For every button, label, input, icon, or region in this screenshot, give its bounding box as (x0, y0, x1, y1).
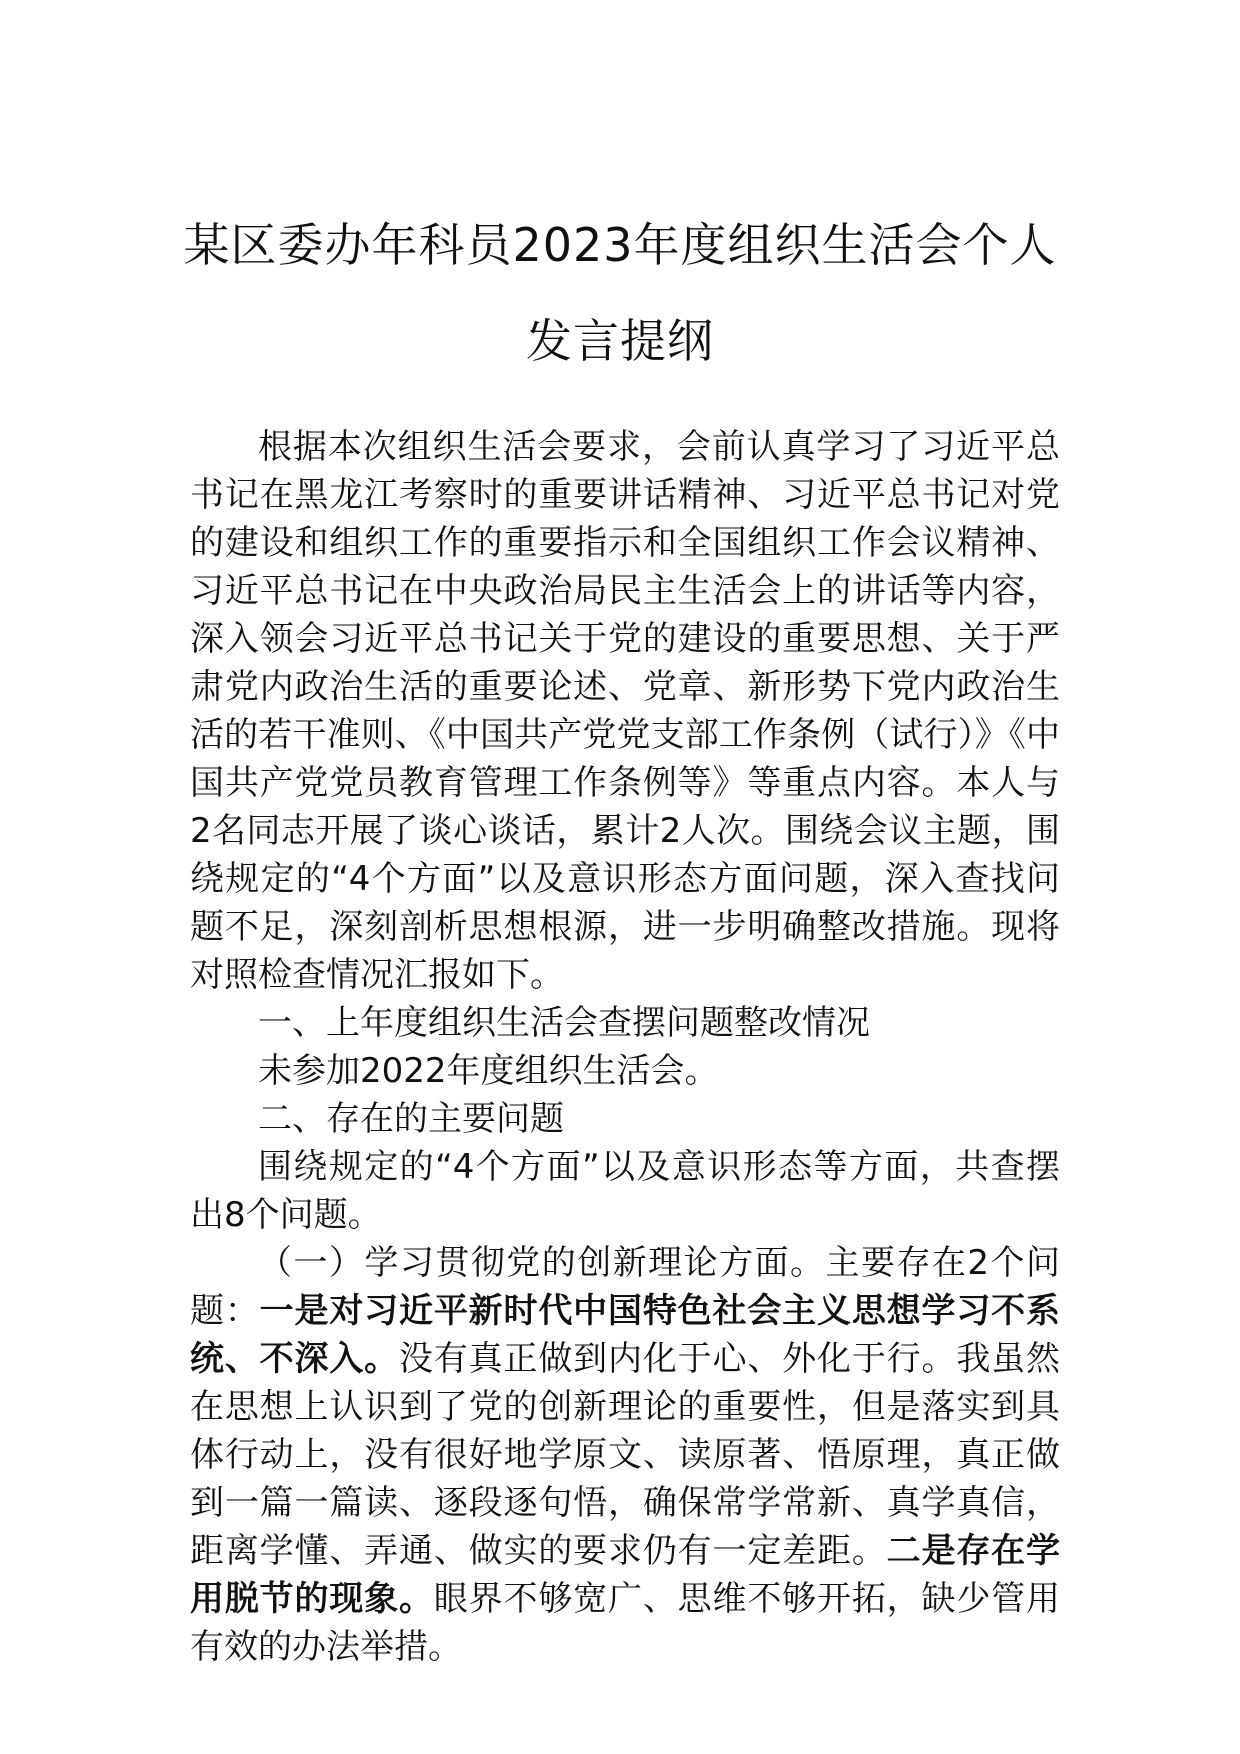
section-heading-1: 一、上年度组织生活会查摆问题整改情况 (258, 1003, 870, 1043)
section-2-paragraph: 围绕规定的“4个方面”以及意识形态等方面，共查摆出8个问题。 (190, 1147, 1060, 1235)
issue-2-bold: 二是存在学用脱节的现象。 (190, 1531, 1061, 1619)
intro-paragraph: 根据本次组织生活会要求，会前认真学习了习近平总书记在黑龙江考察时的重要讲话精神、习近平总书记对党的建设和组织工作的重要指示和全国组织工作会议精神、习近平总书记在中央政治局民主生活会上的讲话等内容，深入领会习近平总书记关于党的建设的重要思想、关于严肃党内政治生活的重要论述、党章、新形势下党内政治生活的若干准则、《中国共产党党支部工作条例（试行）》《中国共产党党员教育管理工作条例等》等重点内容。本人与2名同志开展了谈心谈话，累计2人次。围绕会议主题，围绕规定的“4个方面”以及意识形态方面问题，深入查找问题不足，深刻剖析思想根源，进一步明确整改措施。现将对照检查情况汇报如下。 (190, 427, 1060, 995)
title-line-1: 某区委办年科员2023年度组织生活会个人 (183, 218, 1057, 272)
document-body (190, 423, 1060, 1671)
subsection-1-lead: （一）学习贯彻党的创新理论方面。主要存在2个问题： (190, 1243, 1060, 1331)
issue-1-bold: 一是对习近平新时代中国特色社会主义思想学习不系统、不深入。 (190, 1291, 1061, 1379)
document-title (160, 197, 1080, 389)
section-1-paragraph: 未参加2022年度组织生活会。 (258, 1051, 719, 1091)
subsection-1-paragraph (190, 1239, 1060, 1671)
title-line-2: 发言提纲 (526, 314, 714, 368)
issue-1-text: 没有真正做到内化于心、外化于行。我虽然在思想上认识到了党的创新理论的重要性，但是落实到具体行动上，没有很好地学原文、读原著、悟原理，真正做到一篇一篇读、逐段逐句悟，确保常学常新、真学真信，距离学懂、弄通、做实的要求仍有一定差距。 (190, 1339, 1060, 1571)
section-heading-2: 二、存在的主要问题 (258, 1099, 564, 1139)
issue-2-text: 眼界不够宽广、思维不够开拓，缺少管用有效的办法举措。 (190, 1579, 1061, 1667)
